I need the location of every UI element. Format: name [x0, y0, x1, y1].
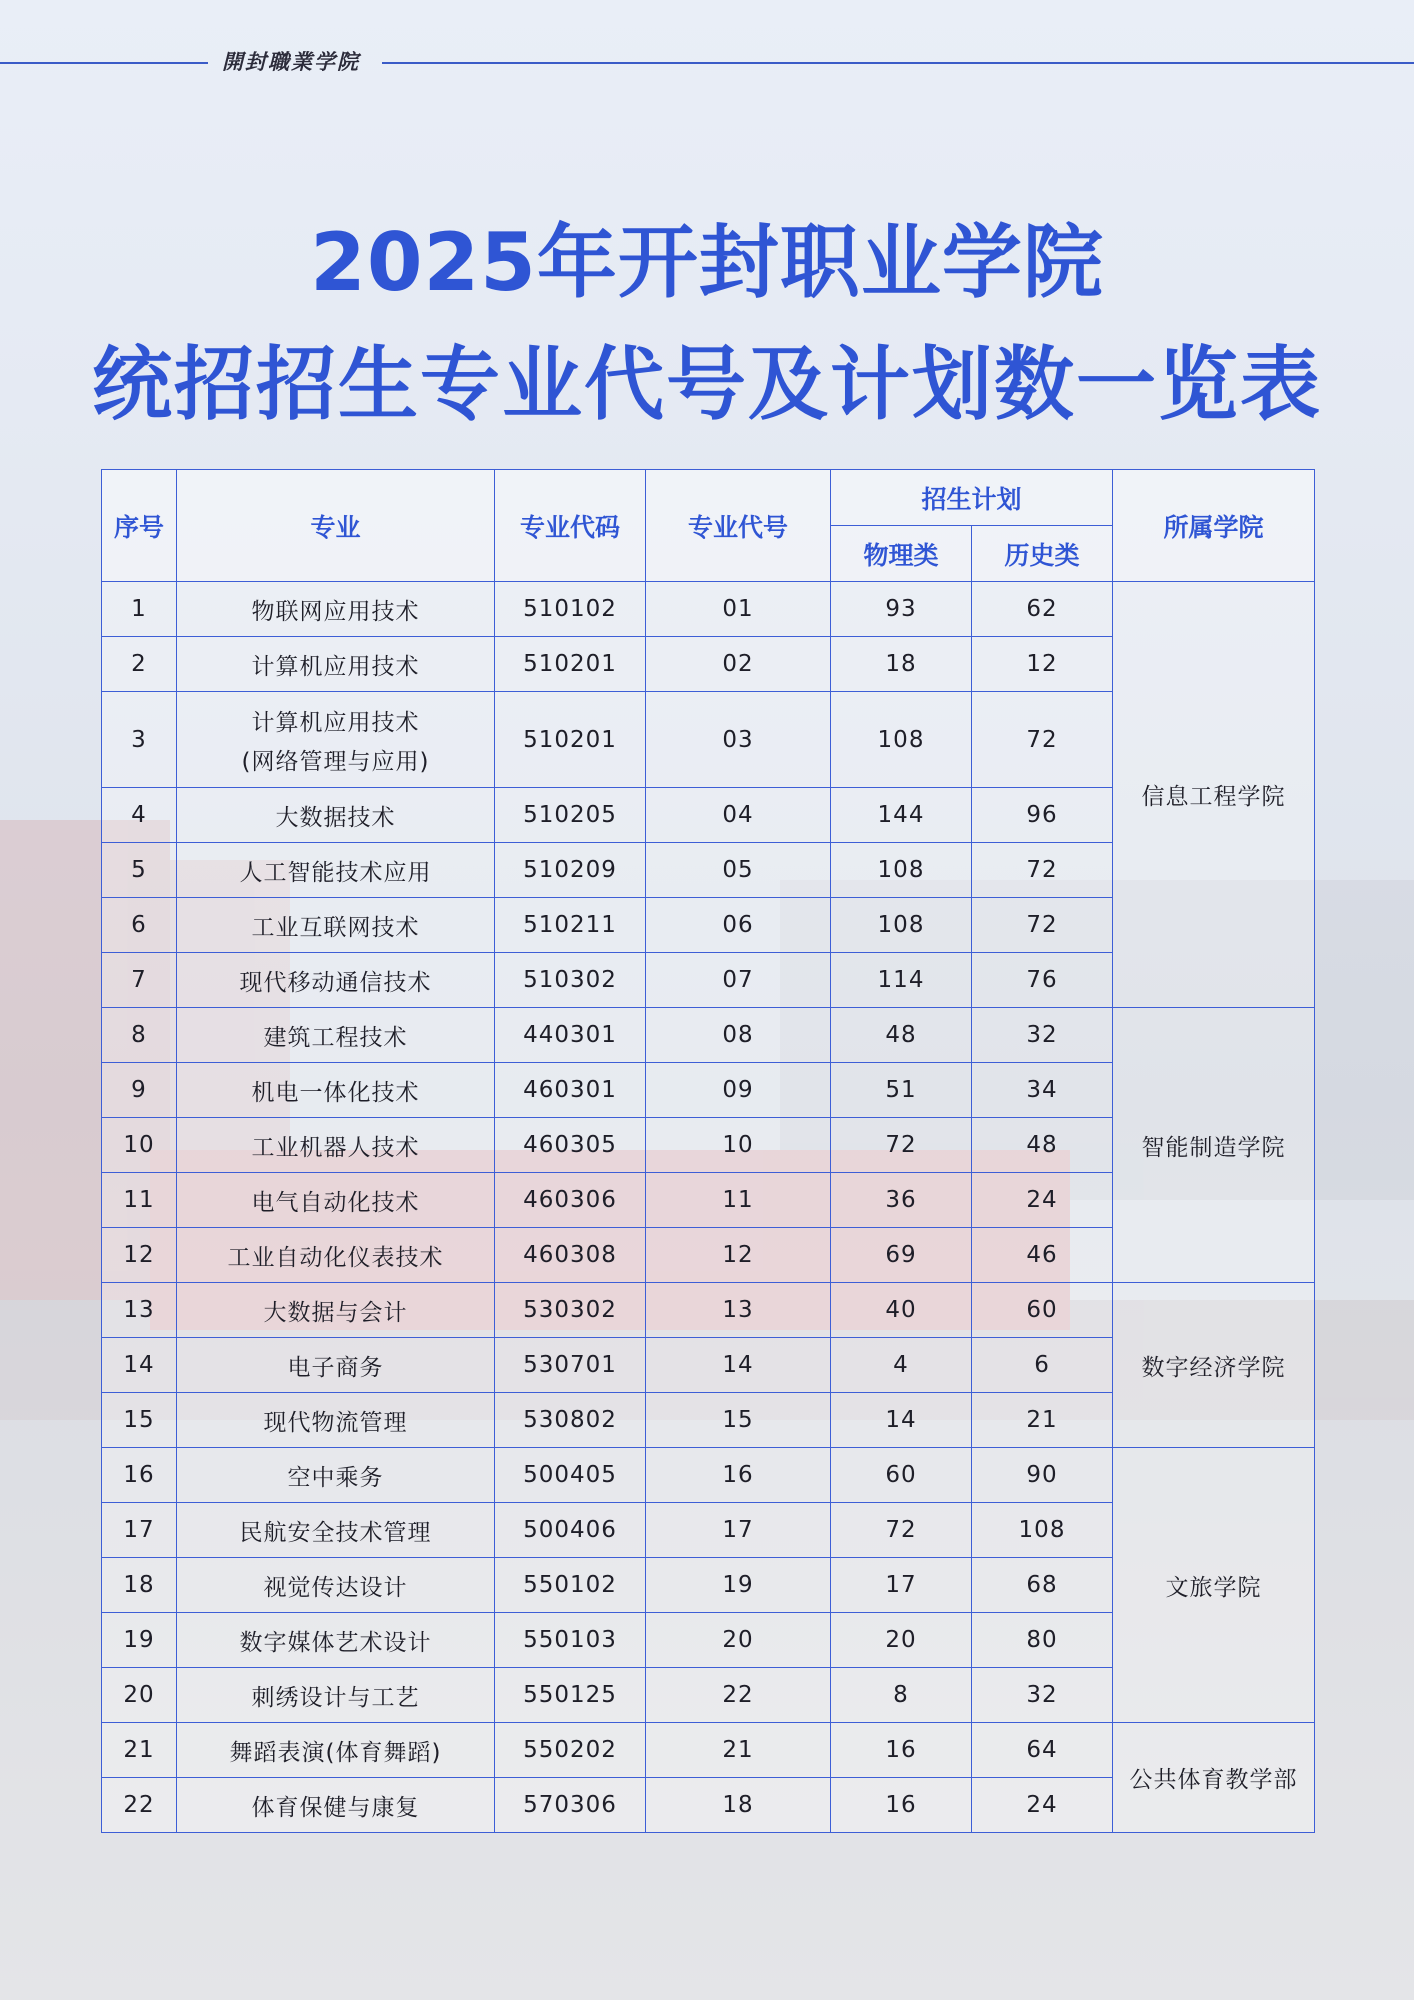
cell-physics: 51 — [831, 1063, 972, 1118]
cell-major-code: 550103 — [495, 1613, 646, 1668]
cell-major — [177, 953, 495, 1008]
cell-major-code: 510205 — [495, 788, 646, 843]
cell-major-code: 500405 — [495, 1448, 646, 1503]
major-name: 工业互联网技术 — [251, 914, 420, 941]
cell-index: 22 — [102, 1778, 177, 1833]
cell-major-code: 460305 — [495, 1118, 646, 1173]
cell-physics: 60 — [831, 1448, 972, 1503]
cell-major-number: 16 — [646, 1448, 831, 1503]
cell-history: 60 — [972, 1283, 1113, 1338]
cell-major-code: 510209 — [495, 843, 646, 898]
cell-major-number: 18 — [646, 1778, 831, 1833]
major-name: 民航安全技术管理 — [239, 1519, 432, 1546]
cell-history: 62 — [972, 582, 1113, 637]
cell-index: 13 — [102, 1283, 177, 1338]
cell-major-code: 570306 — [495, 1778, 646, 1833]
major-name: 现代移动通信技术 — [239, 969, 432, 996]
cell-index: 10 — [102, 1118, 177, 1173]
cell-history: 6 — [972, 1338, 1113, 1393]
header-enrollment-plan: 招生计划 — [831, 470, 1113, 526]
cell-physics: 4 — [831, 1338, 972, 1393]
cell-major — [177, 1338, 495, 1393]
cell-physics: 93 — [831, 582, 972, 637]
cell-major-code: 510201 — [495, 692, 646, 788]
cell-physics: 108 — [831, 692, 972, 788]
cell-major-number: 08 — [646, 1008, 831, 1063]
cell-physics: 108 — [831, 843, 972, 898]
cell-major-number: 22 — [646, 1668, 831, 1723]
cell-major — [177, 692, 495, 788]
cell-major-number: 11 — [646, 1173, 831, 1228]
cell-major — [177, 582, 495, 637]
cell-physics: 114 — [831, 953, 972, 1008]
cell-history: 12 — [972, 637, 1113, 692]
cell-physics: 18 — [831, 637, 972, 692]
cell-physics: 20 — [831, 1613, 972, 1668]
cell-index: 15 — [102, 1393, 177, 1448]
cell-index: 4 — [102, 788, 177, 843]
cell-index: 16 — [102, 1448, 177, 1503]
cell-history: 34 — [972, 1063, 1113, 1118]
cell-history: 32 — [972, 1668, 1113, 1723]
cell-major — [177, 1723, 495, 1778]
cell-physics: 40 — [831, 1283, 972, 1338]
cell-college: 信息工程学院 — [1113, 582, 1315, 1008]
cell-major-code: 510201 — [495, 637, 646, 692]
major-name: 舞蹈表演(体育舞蹈) — [229, 1739, 442, 1766]
header-major: 专业 — [177, 470, 495, 582]
cell-college: 公共体育教学部 — [1113, 1723, 1315, 1833]
cell-physics: 72 — [831, 1503, 972, 1558]
cell-index: 19 — [102, 1613, 177, 1668]
major-name: 数字媒体艺术设计 — [239, 1629, 432, 1656]
cell-index: 9 — [102, 1063, 177, 1118]
cell-major — [177, 1558, 495, 1613]
header-physics: 物理类 — [831, 526, 972, 582]
cell-major — [177, 1503, 495, 1558]
header-history: 历史类 — [972, 526, 1113, 582]
cell-major-code: 510211 — [495, 898, 646, 953]
cell-major-number: 02 — [646, 637, 831, 692]
major-name: 人工智能技术应用 — [239, 859, 432, 886]
cell-major — [177, 1448, 495, 1503]
header-college: 所属学院 — [1113, 470, 1315, 582]
cell-history: 80 — [972, 1613, 1113, 1668]
major-name: 大数据与会计 — [263, 1299, 408, 1326]
cell-major-number: 10 — [646, 1118, 831, 1173]
cell-history: 48 — [972, 1118, 1113, 1173]
cell-physics: 14 — [831, 1393, 972, 1448]
cell-college: 数字经济学院 — [1113, 1283, 1315, 1448]
cell-major-number: 04 — [646, 788, 831, 843]
major-name: 大数据技术 — [275, 804, 396, 831]
cell-physics: 108 — [831, 898, 972, 953]
cell-major-number: 13 — [646, 1283, 831, 1338]
cell-physics: 72 — [831, 1118, 972, 1173]
cell-major — [177, 1118, 495, 1173]
table-row — [102, 1283, 1315, 1338]
cell-major-number: 06 — [646, 898, 831, 953]
header-index: 序号 — [102, 470, 177, 582]
cell-history: 72 — [972, 692, 1113, 788]
cell-history: 24 — [972, 1778, 1113, 1833]
major-name: 刺绣设计与工艺 — [251, 1684, 420, 1711]
cell-index: 14 — [102, 1338, 177, 1393]
cell-major-code: 550102 — [495, 1558, 646, 1613]
cell-major — [177, 1008, 495, 1063]
major-name: 工业机器人技术 — [251, 1134, 420, 1161]
cell-major — [177, 1228, 495, 1283]
cell-physics: 36 — [831, 1173, 972, 1228]
cell-history: 72 — [972, 843, 1113, 898]
cell-index: 18 — [102, 1558, 177, 1613]
cell-major-number: 03 — [646, 692, 831, 788]
cell-major-code: 550125 — [495, 1668, 646, 1723]
cell-major — [177, 1613, 495, 1668]
cell-major-code: 530701 — [495, 1338, 646, 1393]
cell-history: 96 — [972, 788, 1113, 843]
cell-major-number: 15 — [646, 1393, 831, 1448]
cell-major-number: 12 — [646, 1228, 831, 1283]
cell-major — [177, 637, 495, 692]
enrollment-plan-table — [101, 469, 1315, 1833]
cell-major-code: 460301 — [495, 1063, 646, 1118]
cell-major-code: 550202 — [495, 1723, 646, 1778]
cell-index: 21 — [102, 1723, 177, 1778]
cell-physics: 48 — [831, 1008, 972, 1063]
cell-index: 6 — [102, 898, 177, 953]
cell-history: 64 — [972, 1723, 1113, 1778]
major-name: 视觉传达设计 — [263, 1574, 408, 1601]
cell-major-number: 14 — [646, 1338, 831, 1393]
table-body — [102, 582, 1315, 1833]
cell-major — [177, 1393, 495, 1448]
table-row — [102, 1448, 1315, 1503]
cell-history: 24 — [972, 1173, 1113, 1228]
cell-major — [177, 898, 495, 953]
cell-major-number: 07 — [646, 953, 831, 1008]
major-subtitle: (网络管理与应用) — [241, 748, 430, 775]
cell-physics: 8 — [831, 1668, 972, 1723]
cell-major-code: 530802 — [495, 1393, 646, 1448]
header-major-code: 专业代码 — [495, 470, 646, 582]
cell-college: 文旅学院 — [1113, 1448, 1315, 1723]
major-name: 体育保健与康复 — [251, 1794, 420, 1821]
cell-major — [177, 788, 495, 843]
cell-major-number: 20 — [646, 1613, 831, 1668]
major-name: 电子商务 — [287, 1354, 384, 1381]
cell-major-number: 17 — [646, 1503, 831, 1558]
cell-index: 20 — [102, 1668, 177, 1723]
cell-history: 108 — [972, 1503, 1113, 1558]
table-row — [102, 1723, 1315, 1778]
cell-history: 32 — [972, 1008, 1113, 1063]
cell-major — [177, 843, 495, 898]
cell-history: 21 — [972, 1393, 1113, 1448]
page-title-line2: 统招招生专业代号及计划数一览表 — [92, 338, 1322, 431]
cell-history: 46 — [972, 1228, 1113, 1283]
cell-major-number: 09 — [646, 1063, 831, 1118]
cell-major-code: 510102 — [495, 582, 646, 637]
cell-index: 8 — [102, 1008, 177, 1063]
cell-major — [177, 1063, 495, 1118]
cell-major-code: 460308 — [495, 1228, 646, 1283]
college-logo-text: 開封職業学院 — [222, 49, 360, 74]
table-row — [102, 1008, 1315, 1063]
header-major-number: 专业代号 — [646, 470, 831, 582]
major-name: 现代物流管理 — [263, 1409, 408, 1436]
cell-index: 3 — [102, 692, 177, 788]
cell-major-number: 21 — [646, 1723, 831, 1778]
cell-physics: 17 — [831, 1558, 972, 1613]
header-rule-left — [0, 62, 208, 64]
major-name: 物联网应用技术 — [251, 598, 420, 625]
cell-major-number: 05 — [646, 843, 831, 898]
major-name: 电气自动化技术 — [251, 1189, 420, 1216]
cell-index: 5 — [102, 843, 177, 898]
page-title-line1: 2025年开封职业学院 — [310, 216, 1104, 309]
cell-major-code: 510302 — [495, 953, 646, 1008]
cell-index: 12 — [102, 1228, 177, 1283]
cell-history: 90 — [972, 1448, 1113, 1503]
cell-major-code: 500406 — [495, 1503, 646, 1558]
cell-physics: 16 — [831, 1778, 972, 1833]
header-rule-right — [382, 62, 1414, 64]
major-name: 计算机应用技术 — [251, 709, 420, 736]
major-name: 机电一体化技术 — [251, 1079, 420, 1106]
cell-major — [177, 1668, 495, 1723]
cell-physics: 144 — [831, 788, 972, 843]
table-row — [102, 582, 1315, 637]
cell-major — [177, 1173, 495, 1228]
cell-major-code: 530302 — [495, 1283, 646, 1338]
cell-major-number: 19 — [646, 1558, 831, 1613]
cell-index: 17 — [102, 1503, 177, 1558]
cell-history: 72 — [972, 898, 1113, 953]
cell-history: 76 — [972, 953, 1113, 1008]
cell-index: 2 — [102, 637, 177, 692]
major-name: 建筑工程技术 — [263, 1024, 408, 1051]
major-name: 空中乘务 — [287, 1464, 384, 1491]
major-name: 工业自动化仪表技术 — [227, 1244, 444, 1271]
cell-physics: 16 — [831, 1723, 972, 1778]
cell-index: 11 — [102, 1173, 177, 1228]
cell-college: 智能制造学院 — [1113, 1008, 1315, 1283]
cell-index: 7 — [102, 953, 177, 1008]
cell-major-code: 440301 — [495, 1008, 646, 1063]
major-name: 计算机应用技术 — [251, 653, 420, 680]
cell-major — [177, 1283, 495, 1338]
cell-major — [177, 1778, 495, 1833]
cell-history: 68 — [972, 1558, 1113, 1613]
cell-major-code: 460306 — [495, 1173, 646, 1228]
cell-physics: 69 — [831, 1228, 972, 1283]
cell-major-number: 01 — [646, 582, 831, 637]
cell-index: 1 — [102, 582, 177, 637]
